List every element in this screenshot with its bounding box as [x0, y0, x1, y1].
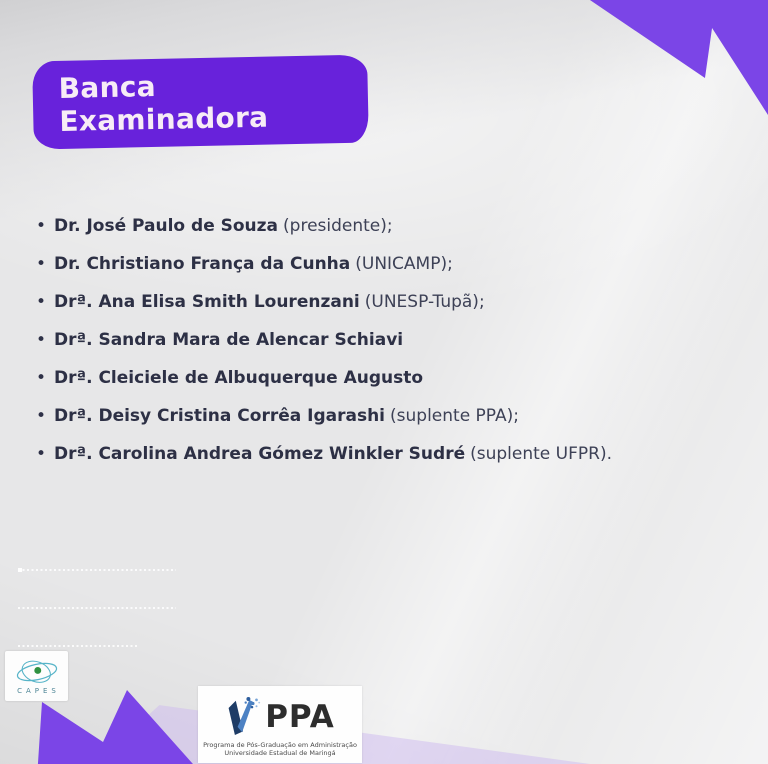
orbit-atom-icon [14, 658, 60, 686]
member-name: Drª. Carolina Andrea Gómez Winkler Sudré [54, 444, 466, 464]
ppa-logo [198, 686, 362, 763]
list-item [36, 359, 612, 397]
title-banner [32, 55, 369, 150]
dotted-line [18, 607, 176, 609]
member-name: Drª. Deisy Cristina Corrêa Igarashi [54, 406, 386, 426]
ppa-subtitle-line1: Programa de Pós-Graduação em Administração [203, 740, 357, 749]
ppa-acronym: PPA [265, 698, 335, 735]
member-name: Drª. Ana Elisa Smith Lourenzani [54, 292, 360, 312]
member-name: Drª. Sandra Mara de Alencar Schiavi [54, 330, 404, 350]
member-role: (suplente PPA); [390, 406, 519, 426]
ppa-subtitle [203, 741, 357, 757]
checkmark-splash-icon [225, 695, 261, 739]
list-item [36, 283, 612, 321]
decorative-zigzag-top-right [560, 0, 768, 140]
list-item [36, 245, 612, 283]
dotted-line [18, 645, 139, 647]
list-item [36, 321, 612, 359]
list-item [36, 435, 612, 473]
page-title: Banca Examinadora [58, 69, 269, 138]
dotted-line [18, 569, 176, 571]
member-role: (UNESP-Tupã); [364, 292, 485, 312]
board-member-list [36, 207, 612, 473]
capes-label: CAPES [17, 686, 60, 695]
member-role: (suplente UFPR). [470, 444, 612, 464]
member-name: Drª. Cleiciele de Albuquerque Augusto [54, 368, 424, 388]
capes-logo [5, 651, 68, 701]
member-role: (presidente); [283, 216, 393, 236]
ppa-subtitle-line2: Universidade Estadual de Maringá [224, 748, 336, 757]
member-role: (UNICAMP); [355, 254, 453, 274]
member-name: Dr. Christiano França da Cunha [54, 254, 351, 274]
ppa-logo-row [225, 695, 335, 739]
member-name: Dr. José Paulo de Souza [54, 216, 279, 236]
list-item [36, 207, 612, 245]
list-item [36, 397, 612, 435]
